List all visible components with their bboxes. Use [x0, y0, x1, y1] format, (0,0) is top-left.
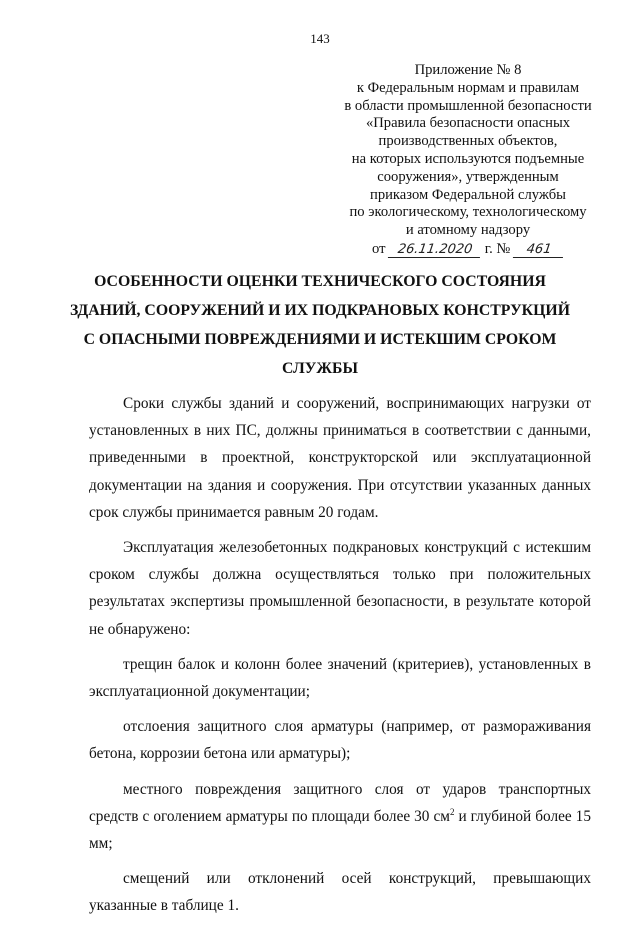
document-title [40, 267, 600, 383]
handwritten-date: 26.11.2020 [388, 242, 482, 258]
page-number: 143 [310, 31, 330, 46]
title-line: СЛУЖБЫ [282, 360, 358, 377]
local-damage-text-end: и глубиной более 15 мм; [89, 807, 591, 853]
local-damage-text: местного повреждения защитного слоя от ударов транспортных средств с оголением арматуры по площади более 30 см [89, 780, 591, 825]
appendix-line: на которых используются подъемные [351, 150, 585, 167]
list-item-cracks: трещин балок и колонн более значений (критериев), установленных в эксплуатационной документации; [89, 655, 591, 701]
paragraph-service-life: Сроки службы зданий и сооружений, воспринимающих нагрузки от установленных в них ПС, должны приниматься в соответствии с данными, приведенными в проектной, конструкторской или эксплуатационной документации на здания и сооружения. При отсутствии указанных данных срок службы принимается равным 20 годам. [89, 395, 591, 521]
appendix-line: к Федеральным нормам и правилам [356, 79, 580, 96]
handwritten-order-number: 461 [513, 242, 565, 258]
list-item-local-damage [89, 776, 591, 858]
appendix-line: сооружения», утвержденным [377, 168, 559, 185]
date-prefix: от [371, 240, 386, 257]
superscript: 2 [449, 806, 455, 817]
appendix-line: приказом Федеральной службы [370, 186, 566, 203]
paragraph-operation-conditions: Эксплуатация железобетонных подкрановых конструкций с истекшим сроком службы должна осуществляться только при положительных результатах экспертизы промышленной безопасности, в результате которой не обнаружено: [89, 539, 591, 638]
appendix-line: в области промышленной безопасности [344, 97, 592, 114]
list-item-axis-deviation: смещений или отклонений осей конструкций, превышающих указанные в таблице 1. [89, 870, 591, 915]
list-item-spalling: отслоения защитного слоя арматуры (например, от размораживания бетона, коррозии бетона или арматуры); [89, 718, 591, 763]
appendix-line: и атомному надзору [405, 222, 531, 239]
order-date-number-line [310, 241, 626, 259]
appendix-line: Приложение № 8 [414, 62, 522, 78]
body-text [89, 390, 591, 928]
appendix-line: по экологическому, технологическому [349, 204, 587, 221]
number-prefix: г. № [484, 240, 511, 257]
title-line: ОСОБЕННОСТИ ОЦЕНКИ ТЕХНИЧЕСКОГО СОСТОЯНИЯ [94, 273, 546, 290]
appendix-line: производственных объектов, [378, 133, 558, 150]
appendix-header [310, 62, 626, 259]
appendix-line: «Правила безопасности опасных [365, 115, 571, 132]
title-line: ЗДАНИЙ, СООРУЖЕНИЙ И ИХ ПОДКРАНОВЫХ КОНСТРУКЦИЙ [70, 302, 570, 319]
title-line: С ОПАСНЫМИ ПОВРЕЖДЕНИЯМИ И ИСТЕКШИМ СРОКОМ [83, 331, 557, 348]
